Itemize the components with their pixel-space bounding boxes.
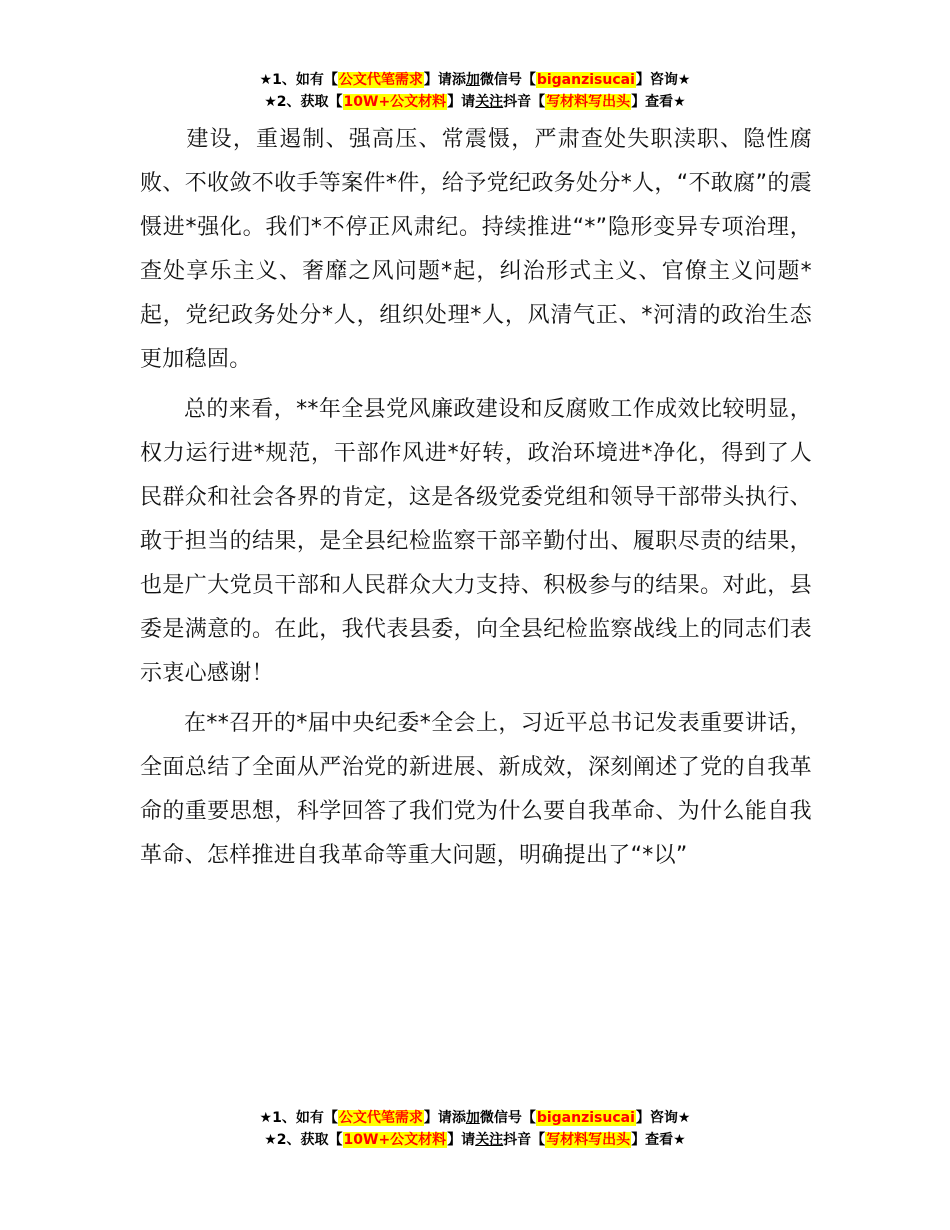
footer-wechat-id-highlight: biganzisucai: [536, 1110, 635, 1126]
footer-line-1-middle: 】请添: [423, 1110, 466, 1126]
service-highlight: 公文代笔需求: [338, 72, 423, 88]
paragraph-2: 总的来看，**年全县党风廉政建设和反腐败工作成效比较明显，权力运行进*规范，干部作风进*好转，政治环境进*净化，得到了人民群众和社会各界的肯定，这是各级党委党组和领导干部带头执行、敢于担当的结果，是全县纪检监察干部辛勤付出、履职尽责的结果，也是广大党员干部和人民群众大力支持、积极参与的结果。对此，县委是满意的。在此，我代表县委，向全县纪检监察战线上的同志们表示衷心感谢！: [140, 397, 812, 686]
header-banner: [0, 69, 950, 113]
banner-line-1-middle-2: 微信号【: [479, 72, 536, 88]
footer-banner: [0, 1107, 950, 1151]
footer-line-2-prefix: ★2、获取【: [264, 1132, 343, 1148]
footer-line-2-middle: 】请: [447, 1132, 476, 1148]
banner-line-1-underlined: 加: [465, 72, 480, 88]
banner-line-1-middle: 】请添: [423, 72, 466, 88]
footer-line-2-middle-2: 抖音【: [503, 1132, 546, 1148]
banner-line-2-middle-2: 抖音【: [503, 94, 546, 110]
banner-line-2-underlined: 关注: [475, 94, 504, 110]
wechat-id-highlight: biganzisucai: [536, 72, 635, 88]
paragraph-3: 在**召开的*届中央纪委*全会上，习近平总书记发表重要讲话，全面总结了全面从严治党的新进展、新成效，深刻阐述了党的自我革命的重要思想，科学回答了我们党为什么要自我革命、为什么能自我革命、怎样推进自我革命等重大问题，明确提出了“*以”: [140, 711, 812, 868]
banner-line-2: [0, 91, 950, 113]
footer-line-2-suffix: 】查看★: [631, 1132, 686, 1148]
footer-line-2-underlined: 关注: [475, 1132, 504, 1148]
paragraph-1: 建设，重遏制、强高压、常震慑，严肃查处失职渎职、隐性腐败、不收敛不收手等案件*件，给予党纪政务处分*人，“不敢腐”的震慑进*强化。我们*不停正风肃纪。持续推进“*”隐形变异专项治理，查处享乐主义、奢靡之风问题*起，纠治形式主义、官僚主义问题*起，党纪政务处分*人，组织处理*人，风清气正、*河清的政治生态更加稳固。: [140, 127, 812, 372]
banner-line-2-suffix: 】查看★: [631, 94, 686, 110]
banner-line-1-prefix: ★1、如有【: [259, 72, 338, 88]
douyin-account-highlight: 写材料写出头: [546, 94, 631, 110]
footer-line-2: [0, 1129, 950, 1151]
footer-line-1-middle-2: 微信号【: [479, 1110, 536, 1126]
footer-service-highlight: 公文代笔需求: [338, 1110, 423, 1126]
footer-line-1-prefix: ★1、如有【: [259, 1110, 338, 1126]
footer-materials-highlight: 10W+公文材料: [343, 1132, 447, 1148]
banner-line-1: [0, 69, 950, 91]
document-body: [140, 118, 812, 884]
footer-line-1: [0, 1107, 950, 1129]
footer-line-1-underlined: 加: [465, 1110, 480, 1126]
banner-line-2-prefix: ★2、获取【: [264, 94, 343, 110]
banner-line-2-middle: 】请: [447, 94, 476, 110]
banner-line-1-suffix: 】咨询★: [635, 72, 691, 88]
footer-line-1-suffix: 】咨询★: [635, 1110, 691, 1126]
materials-highlight: 10W+公文材料: [343, 94, 447, 110]
footer-douyin-account-highlight: 写材料写出头: [546, 1132, 631, 1148]
